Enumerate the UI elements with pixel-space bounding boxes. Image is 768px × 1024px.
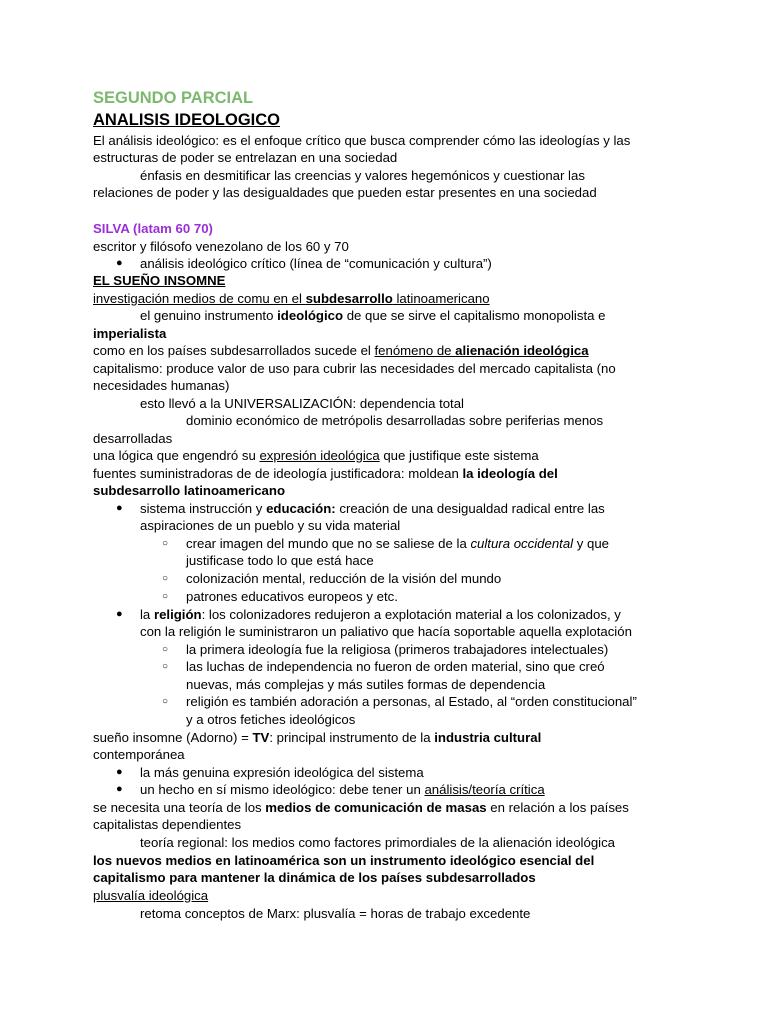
text-line: se necesita una teoría de los medios de comunicación de masas en relación a los países <box>93 800 629 815</box>
heading-analisis-ideologico: ANALISIS IDEOLOGICO <box>93 111 281 129</box>
circle-bullet-icon: ○ <box>162 696 169 707</box>
sub-list-item-continuation: nuevas, más complejas y más sutiles formas de dependencia <box>186 677 546 692</box>
sub-list-item: crear imagen del mundo que no se saliese de la cultura occidental y que <box>186 536 610 551</box>
text-line: contemporánea <box>93 747 185 762</box>
text-line: fuentes suministradoras de de ideología justificadora: moldean la ideología del <box>93 466 558 481</box>
list-item: un hecho en sí mismo ideológico: debe tener un análisis/teoría crítica <box>140 782 545 797</box>
text-line: dominio económico de metrópolis desarrolladas sobre periferias menos <box>186 413 604 428</box>
circle-bullet-icon: ○ <box>162 591 169 602</box>
sub-list-item: religión es también adoración a personas, al Estado, al “orden constitucional” <box>186 694 637 709</box>
sub-list-item: colonización mental, reducción de la visión del mundo <box>186 571 502 586</box>
text-line: retoma conceptos de Marx: plusvalía = horas de trabajo excedente <box>140 906 531 921</box>
text-line: énfasis en desmitificar las creencias y valores hegemónicos y cuestionar las <box>140 168 585 183</box>
list-item: análisis ideológico crítico (línea de “comunicación y cultura”) <box>140 256 492 271</box>
circle-bullet-icon: ○ <box>162 538 169 549</box>
list-item: la religión: los colonizadores redujeron a explotación material a los colonizados, y <box>140 607 621 622</box>
text-line: El análisis ideológico: es el enfoque crítico que busca comprender cómo las ideologías y las <box>93 133 631 148</box>
text-line: esto llevó a la UNIVERSALIZACIÓN: dependencia total <box>140 396 464 411</box>
text-line: estructuras de poder se entrelazan en una sociedad <box>93 150 398 165</box>
heading-sueno-insomne: EL SUEÑO INSOMNE <box>93 273 226 288</box>
list-item: la más genuina expresión ideológica del sistema <box>140 765 424 780</box>
sub-list-item-continuation: y a otros fetiches ideológicos <box>186 712 356 727</box>
text-line: capitalismo: produce valor de uso para cubrir las necesidades del mercado capitalista (no <box>93 361 616 376</box>
text-line: subdesarrollo latinoamericano <box>93 483 286 498</box>
text-line: capitalismo para mantener la dinámica de los países subdesarrollados <box>93 870 536 885</box>
circle-bullet-icon: ○ <box>162 573 169 584</box>
text-line: relaciones de poder y las desigualdades que pueden estar presentes en una sociedad <box>93 185 597 200</box>
circle-bullet-icon: ○ <box>162 644 169 655</box>
text-line: el genuino instrumento ideológico de que se sirve el capitalismo monopolista e <box>140 308 606 323</box>
text-line: teoría regional: los medios como factores primordiales de la alienación ideológica <box>140 835 616 850</box>
bullet-icon: ● <box>116 257 123 269</box>
text-line: como en los países subdesarrollados sucede el fenómeno de alienación ideológica <box>93 343 589 358</box>
sub-list-item: las luchas de independencia no fueron de orden material, sino que creó <box>186 659 605 674</box>
text-line: capitalistas dependientes <box>93 817 242 832</box>
title-segundo-parcial: SEGUNDO PARCIAL <box>93 89 254 107</box>
circle-bullet-icon: ○ <box>162 661 169 672</box>
list-item-continuation: con la religión le suministraron un paliativo que hacía soportable aquella explotación <box>140 624 632 639</box>
text-line: los nuevos medios en latinoamérica son un instrumento ideológico esencial del <box>93 853 595 868</box>
text-line: desarrolladas <box>93 431 173 446</box>
text-line: plusvalía ideológica <box>93 888 209 903</box>
list-item: sistema instrucción y educación: creación de una desigualdad radical entre las <box>140 501 605 516</box>
text-line: sueño insomne (Adorno) = TV: principal instrumento de la industria cultural <box>93 730 542 745</box>
text-line: imperialista <box>93 326 167 341</box>
text-line: necesidades humanas) <box>93 378 230 393</box>
sub-list-item: patrones educativos europeos y etc. <box>186 589 398 604</box>
text-line: investigación medios de comu en el subdesarrollo latinoamericano <box>93 291 490 306</box>
sub-list-item: la primera ideología fue la religiosa (primeros trabajadores intelectuales) <box>186 642 609 657</box>
bullet-icon: ● <box>116 502 123 514</box>
bullet-icon: ● <box>116 608 123 620</box>
bullet-icon: ● <box>116 766 123 778</box>
heading-silva: SILVA (latam 60 70) <box>93 221 213 236</box>
text-line: escritor y filósofo venezolano de los 60 y 70 <box>93 239 349 254</box>
list-item-continuation: aspiraciones de un pueblo y su vida material <box>140 518 401 533</box>
bullet-icon: ● <box>116 783 123 795</box>
text-line: una lógica que engendró su expresión ideológica que justifique este sistema <box>93 448 539 463</box>
sub-list-item-continuation: justificase todo lo que está hace <box>186 553 374 568</box>
